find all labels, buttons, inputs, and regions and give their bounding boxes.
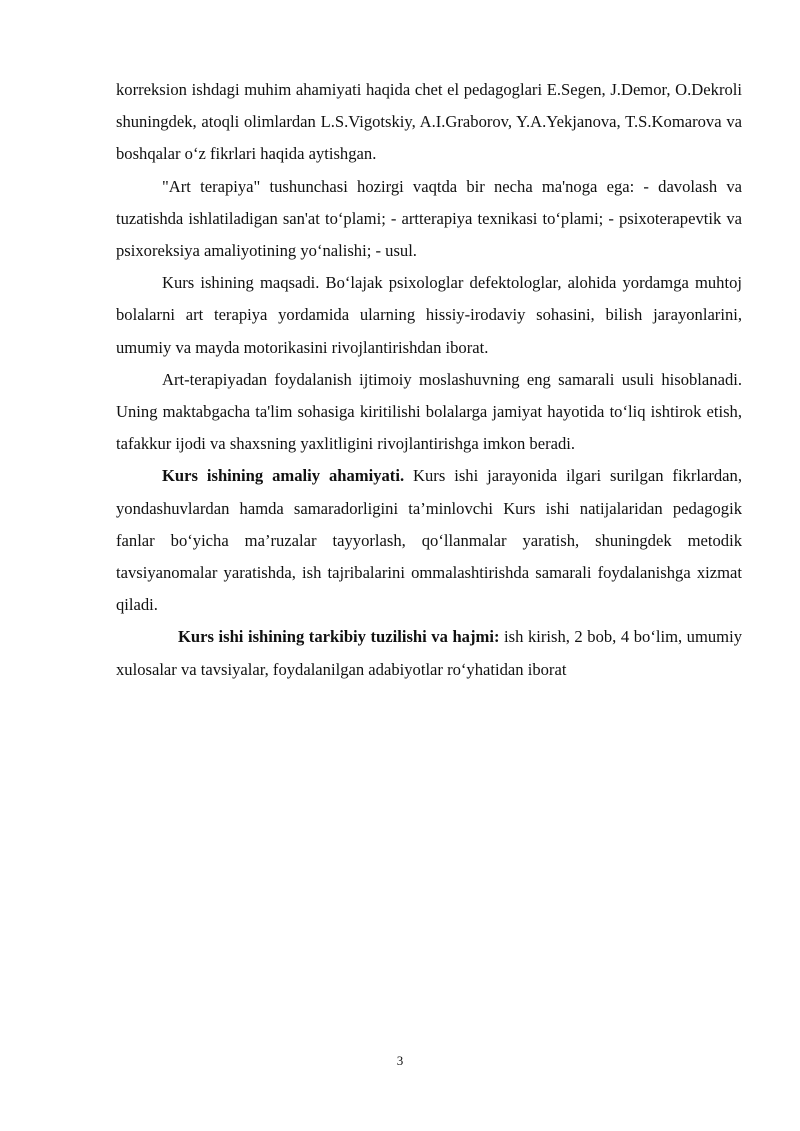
structure-heading: Kurs ishi ishining tarkibiy tuzilishi va hajmi: xyxy=(178,627,500,647)
practical-significance-heading: Kurs ishining amaliy ahamiyati. xyxy=(162,466,405,486)
paragraph-continuation: korreksion ishdagi muhim ahamiyati haqida chet el pedagoglari E.Segen, J.Demor, O.Dekroli shuningdek, atoqli olimlardan L.S.Vigotskiy, A.I.Graborov, Y.A.Yekjanova, T.S.Komarova va boshqalar o‘z fikrlari haqida aytishgan. xyxy=(116,80,742,164)
page-number: 3 xyxy=(396,1053,404,1068)
paragraph-structure xyxy=(116,621,742,685)
paragraph-course-goal: Kurs ishining maqsadi. Bo‘lajak psixologlar defektologlar, alohida yordamga muhtoj bolalarni art terapiya yordamida ularning hissiy-irodaviy sohasini, bilish jarayonlarini, umumiy va mayda motorikasini rivojlantirishdan iborat. xyxy=(116,273,742,357)
structure-text: ish kirish, 2 bob, 4 bo‘lim, umumiy xulosalar va tavsiyalar, foydalanilgan adabiyotlar ro‘yhatidan iborat xyxy=(116,627,742,679)
paragraph-art-therapy-definition: "Art terapiya" tushunchasi hozirgi vaqtda bir necha ma'noga ega: - davolash va tuzatishda ishlatiladigan san'at to‘plami; - artterapiya texnikasi to‘plami; - psixoterapevtik va psixoreksiya amaliyotining yo‘nalishi; - usul. xyxy=(116,176,742,261)
page-body xyxy=(116,74,742,686)
paragraph-art-therapy-use: Art-terapiyadan foydalanish ijtimoiy moslashuvning eng samarali usuli hisoblanadi. Uning maktabgacha ta'lim sohasiga kiritilishi bolalarga jamiyat hayotida to‘liq ishtirok etish, tafakkur ijodi va shaxsning yaxlitligini rivojlantirishga imkon beradi. xyxy=(116,369,742,454)
paragraph-practical-significance xyxy=(116,460,742,621)
practical-significance-text: Kurs ishi jarayonida ilgari surilgan fikrlardan, yondashuvlardan hamda samaradorligini ta’minlovchi Kurs ishi natijalaridan pedagogik fanlar bo‘yicha ma’ruzalar tayyorlash, qo‘llanmalar yaratish, shuningdek metodik tavsiyanomalar yaratishda, ish tajribalarini ommalashtirishda samarali foydalanishga xizmat qiladi. xyxy=(116,466,742,615)
